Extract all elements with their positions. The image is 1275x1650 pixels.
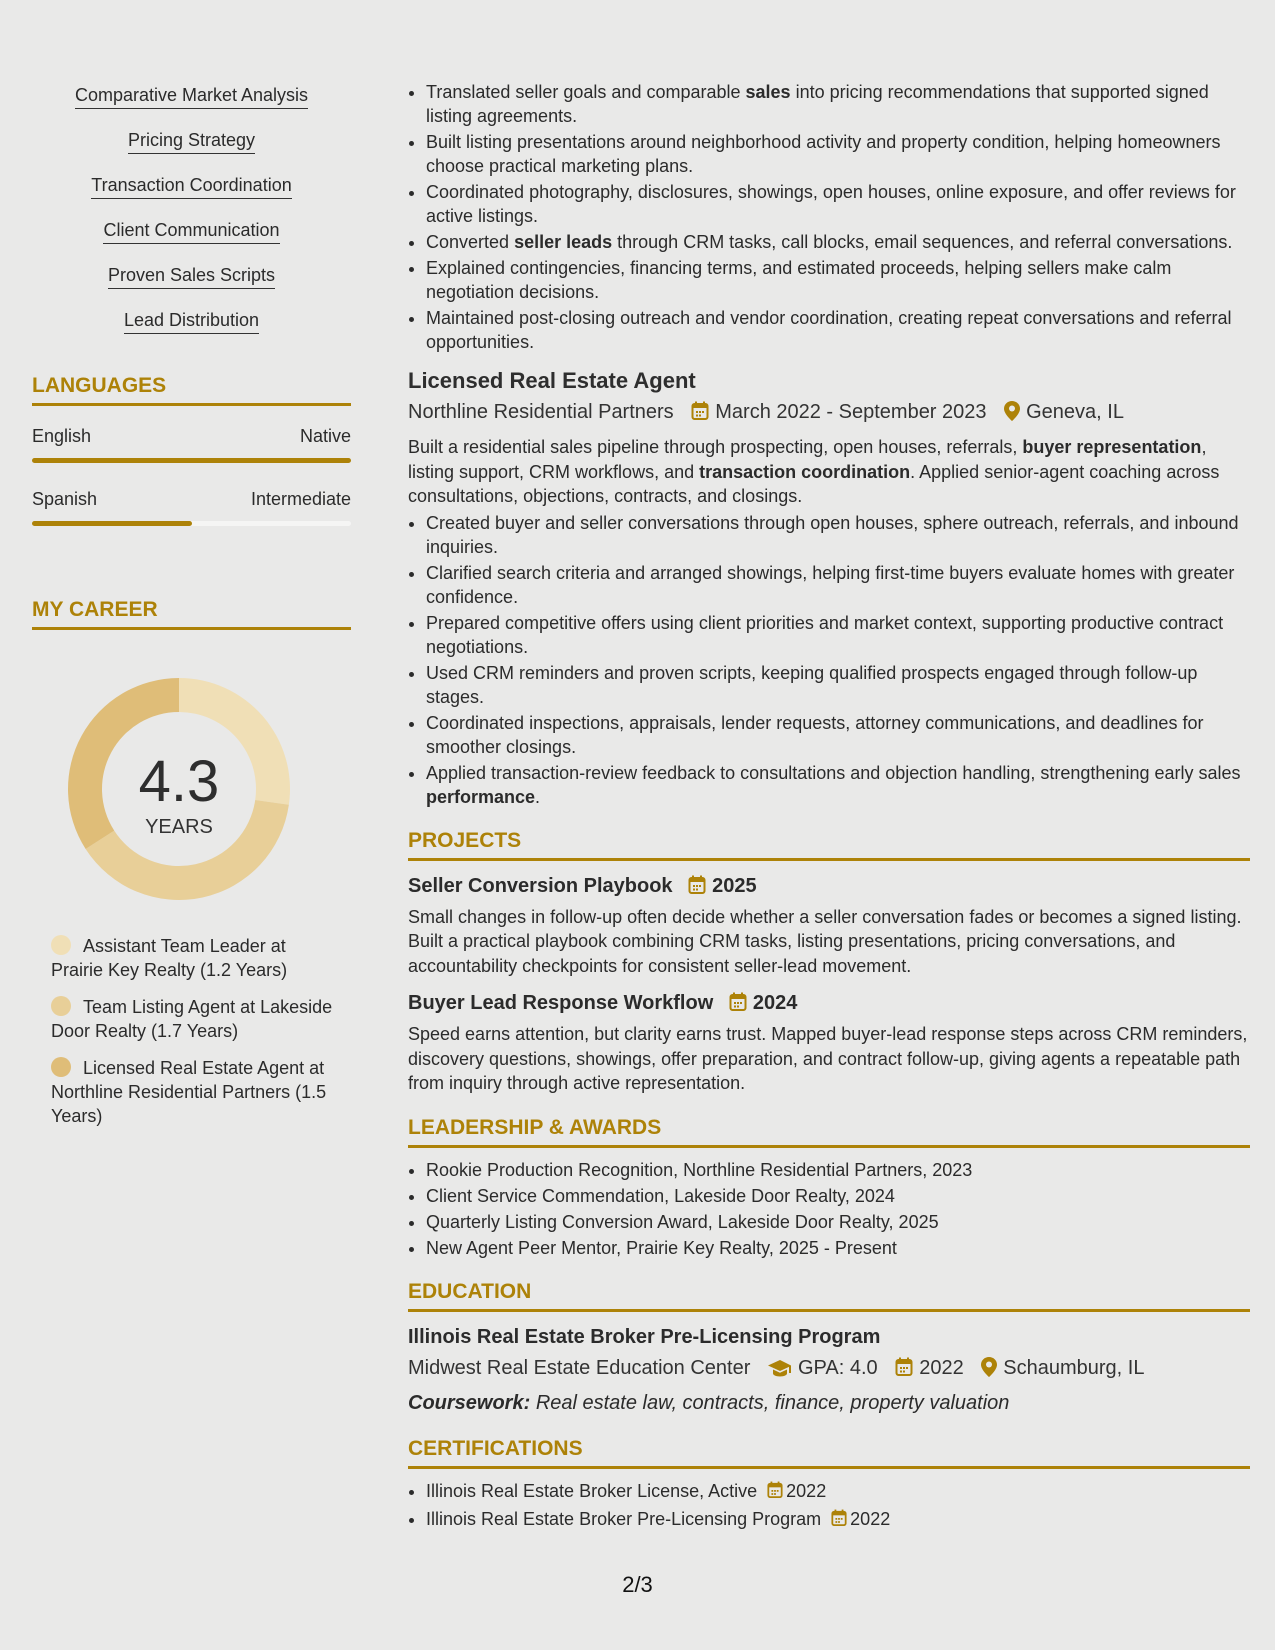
- skill-label: Lead Distribution: [124, 309, 259, 334]
- skill-item: [32, 174, 351, 199]
- award-item: • New Agent Peer Mentor, Prairie Key Realty, 2025 - Present: [426, 1236, 1250, 1260]
- career-heading: MY CAREER: [32, 598, 351, 630]
- location-pin-icon: [1004, 401, 1020, 429]
- project-description: Speed earns attention, but clarity earns trust. Mapped buyer-lead response steps across CRM reminders, discovery questions, showings, offer preparation, and contract follow-up, giving agents a repeatable path from inquiry through active representation.: [408, 1024, 1248, 1093]
- skill-label: Comparative Market Analysis: [75, 84, 308, 109]
- education-meta: [408, 1354, 1250, 1385]
- skill-label: Transaction Coordination: [91, 174, 291, 199]
- text-segment: Used CRM reminders and proven scripts, keeping qualified prospects engaged through follow-up stages.: [426, 662, 1198, 707]
- emphasis-text: sales: [745, 82, 791, 102]
- language-name: English: [32, 426, 92, 446]
- text-segment: .: [535, 786, 541, 807]
- calendar-icon: [767, 1481, 783, 1505]
- calendar-icon: [729, 992, 747, 1019]
- emphasis-text: performance: [426, 786, 536, 807]
- skill-label: Proven Sales Scripts: [108, 264, 275, 289]
- language-bar-fill: [32, 521, 192, 526]
- project-name: Seller Conversion Playbook: [408, 874, 673, 897]
- award-item: • Rookie Production Recognition, Northline Residential Partners, 2023: [426, 1158, 1250, 1182]
- job-summary: [408, 435, 1250, 509]
- skill-item: [32, 84, 351, 109]
- job-bullets: [408, 511, 1250, 809]
- text-segment: Translated seller goals and comparable: [426, 82, 746, 102]
- project-title: [408, 873, 1250, 902]
- text-segment: Maintained post-closing outreach and vendor coordination, creating repeat conversations and referral opportunities.: [426, 308, 1232, 352]
- career-total: 4.3: [138, 749, 220, 814]
- legend-dot: [51, 996, 71, 1016]
- language-level: Intermediate: [250, 489, 351, 509]
- education-heading: EDUCATION: [408, 1280, 1250, 1312]
- career-donut: [64, 674, 294, 904]
- project-year: 2024: [752, 992, 798, 1014]
- main-content: [408, 80, 1250, 1535]
- emphasis-text: transaction coordination: [699, 461, 911, 482]
- bullet-item: [426, 130, 1250, 178]
- sidebar: [32, 84, 351, 1141]
- bullet-item: [426, 761, 1250, 809]
- projects-heading: PROJECTS: [408, 829, 1250, 861]
- text-segment: , listing support, CRM workflows, and: [408, 437, 1207, 482]
- bullet-item: [426, 256, 1250, 304]
- education-coursework: [408, 1389, 1250, 1417]
- bullet-item: [426, 661, 1250, 709]
- language-english: [32, 426, 351, 463]
- legend-dot: [51, 1057, 71, 1077]
- text-segment: Built listing presentations around neighborhood activity and property condition, helping homeowners choose practical marketing plans.: [426, 132, 1221, 176]
- bullet-item: [426, 306, 1250, 354]
- bullet-item: [426, 561, 1250, 609]
- certification-item: [426, 1479, 1250, 1505]
- skill-item: [32, 129, 351, 154]
- location-pin-icon: [981, 1357, 997, 1385]
- text-segment: Applied transaction-review feedback to consultations and objection handling, strengthening early sales: [426, 762, 1241, 783]
- award-item: • Client Service Commendation, Lakeside Door Realty, 2024: [426, 1184, 1250, 1208]
- coursework-text: Real estate law, contracts, finance, property valuation: [535, 1391, 1010, 1414]
- education-program: Illinois Real Estate Broker Pre-Licensing Program: [408, 1325, 881, 1348]
- skills-list: [32, 84, 351, 334]
- text-segment: Built a residential sales pipeline through prospecting, open houses, referrals,: [408, 437, 1023, 457]
- text-segment: Coordinated inspections, appraisals, lender requests, attorney communications, and deadlines for smoother closings.: [426, 712, 1204, 757]
- project-name: Buyer Lead Response Workflow: [408, 992, 714, 1014]
- career-unit: YEARS: [145, 816, 213, 838]
- certifications-heading: CERTIFICATIONS: [408, 1437, 1250, 1469]
- project-year: 2025: [712, 874, 757, 897]
- skill-item: [32, 309, 351, 334]
- job-meta: [408, 398, 1250, 429]
- graduation-cap-icon: [768, 1357, 792, 1385]
- language-bar-fill: [32, 458, 351, 463]
- bullet-item: [426, 230, 1250, 254]
- awards-heading: LEADERSHIP & AWARDS: [408, 1116, 1250, 1148]
- text-segment: Clarified search criteria and arranged showings, helping first-time buyers evaluate homes with greater confidence.: [426, 562, 1235, 607]
- calendar-icon: [688, 875, 706, 902]
- legend-label: Assistant Team Leader at Prairie Key Realty (1.2 Years): [51, 936, 288, 980]
- text-segment: Created buyer and seller conversations through open houses, sphere outreach, referrals, and inbound inquiries.: [426, 512, 1239, 557]
- text-segment: Explained contingencies, financing terms, and estimated proceeds, helping sellers make calm negotiation decisions.: [426, 258, 1172, 302]
- page-number: 2/3: [622, 1572, 653, 1597]
- job-title: Licensed Real Estate Agent: [408, 368, 696, 393]
- language-bar: [32, 521, 351, 526]
- calendar-icon: [691, 401, 709, 429]
- certifications-section: [408, 1437, 1250, 1533]
- text-segment: . Applied senior-agent coaching across consultations, objections, contracts, and closings.: [408, 461, 1220, 506]
- education-year: 2022: [919, 1356, 964, 1379]
- education-gpa: GPA: 4.0: [797, 1356, 878, 1379]
- emphasis-text: buyer representation: [1022, 437, 1202, 457]
- legend-dot: [51, 935, 71, 955]
- legend-label: Licensed Real Estate Agent at Northline Residential Partners (1.5 Years): [51, 1058, 327, 1126]
- coursework-label: Coursework:: [408, 1391, 531, 1414]
- projects-section: [408, 829, 1250, 1096]
- certification-name: Illinois Real Estate Broker License, Active: [426, 1480, 758, 1501]
- job-bullets: [408, 80, 1250, 354]
- job-company: Northline Residential Partners: [408, 401, 674, 423]
- career-legend-item: [51, 1056, 341, 1128]
- project-description: Small changes in follow-up often decide whether a seller conversation fades or becomes a signed listing. Built a practical playbook combining CRM tasks, listing presentations, pricing conversations, and accountability checkpoints for consistent seller-lead movement.: [408, 906, 1242, 976]
- education-school: Midwest Real Estate Education Center: [408, 1356, 751, 1379]
- awards-list: [408, 1158, 1250, 1260]
- text-segment: through CRM tasks, call blocks, email sequences, and referral conversations.: [612, 232, 1233, 252]
- text-segment: Coordinated photography, disclosures, showings, open houses, online exposure, and offer reviews for active listings.: [426, 182, 1236, 226]
- certification-name: Illinois Real Estate Broker Pre-Licensing Program: [426, 1508, 822, 1529]
- legend-label: Team Listing Agent at Lakeside Door Realty (1.7 Years): [51, 997, 333, 1041]
- text-segment: Prepared competitive offers using client priorities and market context, supporting productive contract negotiations.: [426, 612, 1224, 657]
- job-dates: March 2022 - September 2023: [715, 401, 987, 423]
- skill-item: [32, 264, 351, 289]
- calendar-icon: [895, 1357, 913, 1385]
- languages-heading: LANGUAGES: [32, 374, 351, 406]
- calendar-icon: [831, 1509, 847, 1533]
- language-level: Native: [299, 426, 351, 446]
- certification-year: 2022: [786, 1480, 827, 1501]
- project-title: [408, 990, 1250, 1019]
- career-legend-item: [51, 934, 341, 982]
- career-legend: [51, 934, 351, 1128]
- skill-label: Client Communication: [103, 219, 279, 244]
- language-spanish: [32, 489, 351, 526]
- award-item: • Quarterly Listing Conversion Award, Lakeside Door Realty, 2025: [426, 1210, 1250, 1234]
- language-bar: [32, 458, 351, 463]
- bullet-item: [426, 180, 1250, 228]
- skill-item: [32, 219, 351, 244]
- text-segment: Converted: [426, 232, 515, 252]
- career-legend-item: [51, 995, 341, 1043]
- certification-item: [426, 1507, 1250, 1533]
- bullet-item: [426, 80, 1250, 128]
- education-location: Schaumburg, IL: [1003, 1356, 1145, 1379]
- awards-section: [408, 1116, 1250, 1260]
- certification-year: 2022: [850, 1508, 891, 1529]
- emphasis-text: seller leads: [514, 232, 613, 252]
- bullet-item: [426, 611, 1250, 659]
- language-name: Spanish: [32, 489, 98, 509]
- education-section: [408, 1280, 1250, 1417]
- bullet-item: [426, 511, 1250, 559]
- bullet-item: [426, 711, 1250, 759]
- skill-label: Pricing Strategy: [128, 129, 255, 154]
- text-segment: into pricing recommendations that supported signed listing agreements.: [426, 82, 1209, 126]
- certifications-list: [408, 1479, 1250, 1533]
- job-location: Geneva, IL: [1026, 401, 1124, 423]
